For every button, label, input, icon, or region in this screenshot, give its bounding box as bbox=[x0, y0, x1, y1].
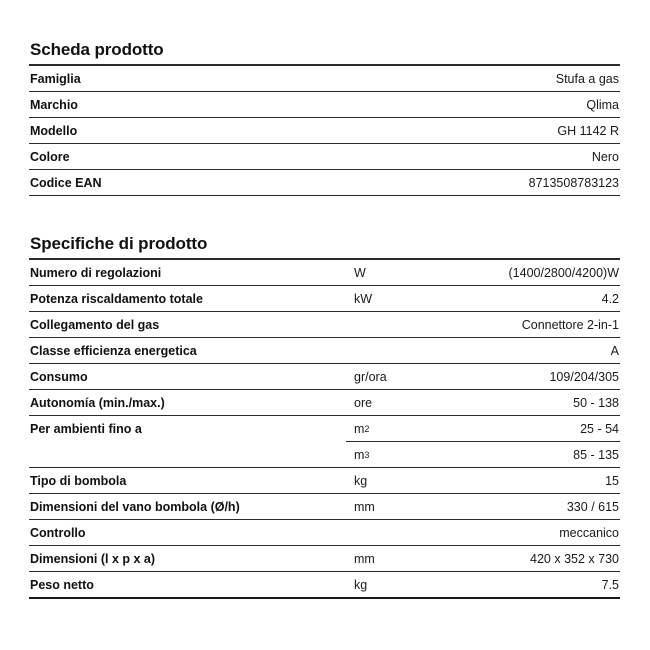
row-unit: mm bbox=[354, 551, 375, 566]
row-value: Qlima bbox=[586, 97, 619, 112]
table-row bbox=[29, 390, 620, 416]
row-value: 330 / 615 bbox=[566, 499, 619, 514]
row-label: Classe efficienza energetica bbox=[30, 343, 197, 358]
table-row bbox=[29, 118, 620, 144]
row-value: 109/204/305 bbox=[549, 369, 619, 384]
row-label: Codice EAN bbox=[30, 175, 102, 190]
row-label: Tipo di bombola bbox=[30, 473, 127, 488]
table-row bbox=[29, 494, 620, 520]
table-row bbox=[29, 66, 620, 92]
row-label: Controllo bbox=[30, 525, 86, 540]
row-value: 7.5 bbox=[601, 577, 619, 592]
row-value: 50 - 138 bbox=[573, 395, 619, 410]
row-value: 8713508783123 bbox=[528, 175, 619, 190]
row-unit: m 3 bbox=[354, 447, 370, 462]
table-row bbox=[29, 520, 620, 546]
row-unit: gr/ora bbox=[354, 369, 387, 384]
row-unit: ore bbox=[354, 395, 373, 410]
spec-table bbox=[29, 66, 620, 196]
spec-section bbox=[29, 234, 620, 599]
row-label: Per ambienti fino a bbox=[30, 422, 142, 436]
row-value: 15 bbox=[605, 473, 619, 488]
row-unit: kg bbox=[354, 577, 368, 592]
row-label: Famiglia bbox=[30, 71, 81, 86]
row-unit bbox=[346, 338, 468, 363]
table-row bbox=[29, 364, 620, 390]
row-unit: mm bbox=[354, 499, 375, 514]
row-value: (1400/2800/4200)W bbox=[508, 265, 619, 280]
row-label: Modello bbox=[30, 123, 78, 138]
table-row bbox=[29, 144, 620, 170]
table-row bbox=[29, 468, 620, 494]
row-unit: kg bbox=[354, 473, 368, 488]
row-label: Dimensioni (l x p x a) bbox=[30, 551, 156, 566]
row-value: A bbox=[610, 343, 619, 358]
row-label: Consumo bbox=[30, 369, 88, 384]
row-unit: kW bbox=[354, 291, 373, 306]
row-unit bbox=[346, 312, 468, 337]
row-label: Autonomía (min./max.) bbox=[30, 395, 165, 410]
table-row bbox=[29, 170, 620, 196]
table-row bbox=[29, 416, 620, 442]
table-row bbox=[29, 260, 620, 286]
spec-section bbox=[29, 40, 620, 196]
row-label: Colore bbox=[30, 149, 70, 164]
table-row bbox=[29, 312, 620, 338]
spec-table bbox=[29, 260, 620, 598]
row-value: 4.2 bbox=[601, 291, 619, 306]
row-unit: m 2 bbox=[354, 421, 370, 436]
section-closing-rule bbox=[29, 597, 620, 599]
row-value: 25 - 54 bbox=[580, 421, 619, 436]
row-label: Potenza riscaldamento totale bbox=[30, 291, 203, 306]
row-value: 420 x 352 x 730 bbox=[530, 551, 619, 566]
row-label: Dimensioni del vano bombola (Ø/h) bbox=[30, 499, 240, 514]
row-value: Nero bbox=[591, 149, 619, 164]
row-label: Collegamento del gas bbox=[30, 317, 160, 332]
row-label: Numero di regolazioni bbox=[30, 265, 162, 280]
row-value: GH 1142 R bbox=[557, 123, 619, 138]
table-row bbox=[29, 546, 620, 572]
row-value: meccanico bbox=[559, 525, 619, 540]
table-row bbox=[29, 572, 620, 598]
row-label: Marchio bbox=[30, 97, 78, 112]
table-row bbox=[29, 338, 620, 364]
table-row bbox=[29, 286, 620, 312]
table-row bbox=[29, 92, 620, 118]
sections-container bbox=[29, 40, 620, 599]
row-unit bbox=[346, 520, 468, 545]
row-unit: W bbox=[354, 265, 366, 280]
row-label: Peso netto bbox=[30, 577, 94, 592]
row-value: 85 - 135 bbox=[573, 447, 619, 462]
section-title: Specifiche di prodotto bbox=[30, 234, 208, 253]
row-value: Stufa a gas bbox=[555, 71, 619, 86]
section-title: Scheda prodotto bbox=[30, 40, 164, 59]
row-value: Connettore 2-in-1 bbox=[521, 317, 619, 332]
